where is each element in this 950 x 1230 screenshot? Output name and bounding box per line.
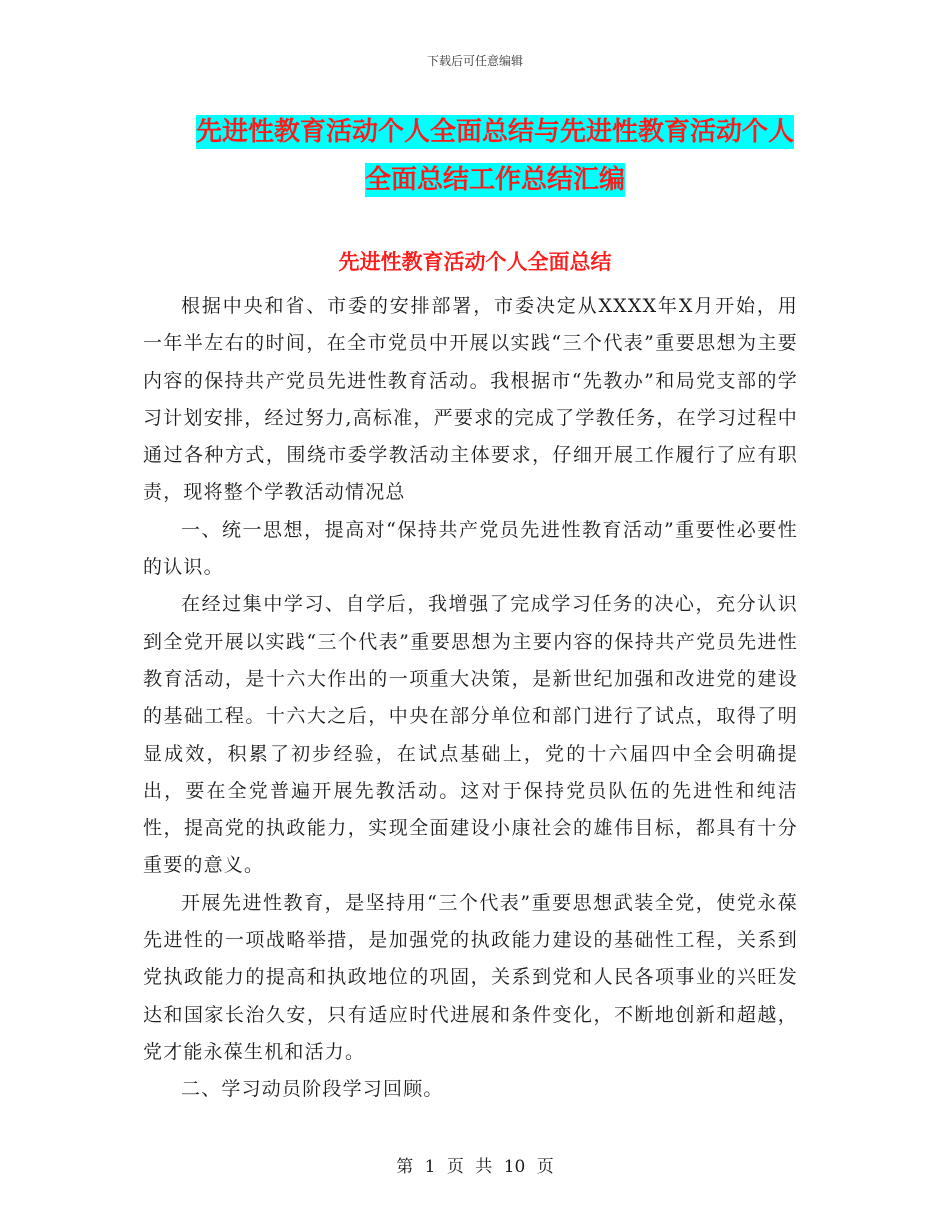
paragraph: 根据中央和省、市委的安排部署，市委决定从XXXX年X月开始，用一年半左右的时间，在全市党员中开展以实践“三个代表”重要思想为主要内容的保持共产党员先进性教育活动。我根据市“先教办”和局党支部的学习计划安排，经过努力,高标准，严要求的完成了学教任务，在学习过程中通过各种方式，围绕市委学教活动主体要求，仔细开展工作履行了应有职责，现将整个学教活动情况总 xyxy=(143,295,798,504)
document-title-line-2: 全面总结工作总结汇编 xyxy=(364,165,625,195)
header-note: 下载后可任意编辑 xyxy=(426,54,523,68)
section-title: 先进性教育活动个人全面总结 xyxy=(338,250,612,274)
document-body xyxy=(143,288,798,1109)
paragraph: 一、统一思想，提高对“保持共产党员先进性教育活动”重要性必要性的认识。 xyxy=(143,518,798,579)
paragraph: 开展先进性教育，是坚持用“三个代表”重要思想武装全党，使党永葆先进性的一项战略举措，是加强党的执政能力建设的基础性工程，关系到党执政能力的提高和执政地位的巩固，关系到党和人民各项事业的兴旺发达和国家长治久安，只有适应时代进展和条件变化，不断地创新和超越，党才能永葆生机和活力。 xyxy=(143,891,798,1063)
paragraph: 在经过集中学习、自学后，我增强了完成学习任务的决心，充分认识到全党开展以实践“三个代表”重要思想为主要内容的保持共产党员先进性教育活动，是十六大作出的一项重大决策，是新世纪加强和改进党的建设的基础工程。十六大之后，中央在部分单位和部门进行了试点，取得了明显成效，积累了初步经验，在试点基础上，党的十六届四中全会明确提出，要在全党普遍开展先教活动。这对于保持党员队伍的先进性和纯洁性，提高党的执政能力，实现全面建设小康社会的雄伟目标，都具有十分重要的意义。 xyxy=(143,593,798,877)
page-number-footer: 第 1 页 共 10 页 xyxy=(396,1157,554,1177)
paragraph: 二、学习动员阶段学习回顾。 xyxy=(181,1078,444,1101)
document-title xyxy=(150,108,840,204)
document-title-line-1: 先进性教育活动个人全面总结与先进性教育活动个人 xyxy=(195,117,794,147)
